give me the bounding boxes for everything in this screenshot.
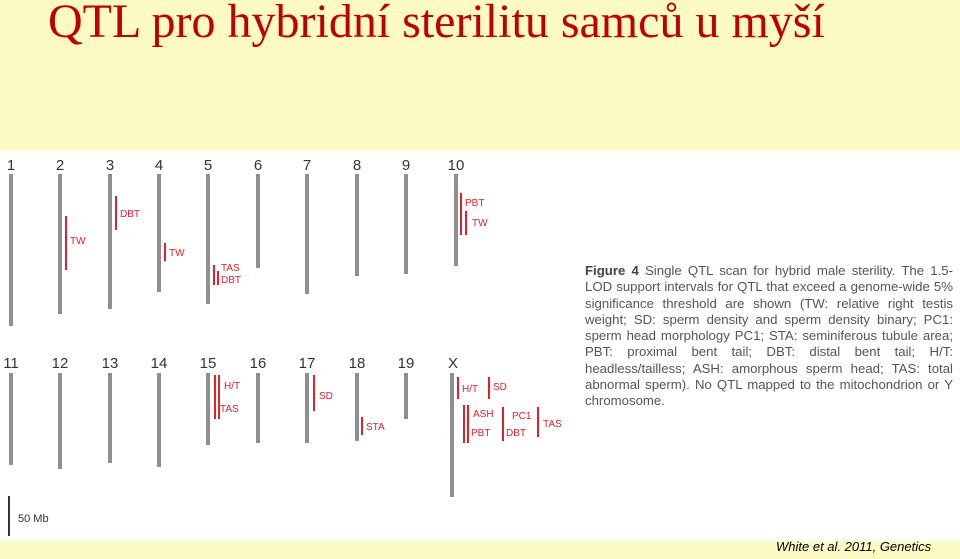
qtl-label-sta-chr18: STA	[366, 422, 385, 433]
qtl-bar-dbt-chr3	[115, 196, 117, 230]
chr-label-3: 3	[105, 157, 115, 174]
qtl-label-tas-chr15: TAS	[220, 404, 239, 415]
qtl-bar-pbt-chr10	[460, 193, 462, 235]
qtl-label-pbt-chrx: PBT	[471, 428, 491, 439]
chr-label-7: 7	[302, 157, 312, 174]
chromosome-bar-11	[9, 373, 13, 465]
chromosome-bar-5	[206, 174, 210, 304]
chromosome-bar-8	[355, 174, 359, 276]
chromosome-bar-19	[404, 373, 408, 419]
qtl-label-tas-chr5: TAS	[221, 263, 240, 274]
figure-caption	[585, 263, 953, 410]
qtl-label-pc1-chrx: PC1	[512, 411, 532, 422]
chromosome-bar-2	[58, 174, 62, 314]
qtl-label-sd-chrx: SD	[493, 382, 507, 393]
qtl-bar-ht-chrx	[457, 377, 459, 399]
qtl-label-dbt-chr3: DBT	[120, 209, 140, 220]
qtl-bar-tw-chr2	[65, 216, 67, 270]
chr-label-9: 9	[401, 157, 411, 174]
scale-label: 50 Mb	[18, 513, 49, 525]
chr-label-14: 14	[150, 355, 168, 372]
qtl-label-ht-chr15: H/T	[224, 381, 241, 392]
chromosome-bar-15	[206, 373, 210, 445]
chr-label-15: 15	[199, 355, 217, 372]
chromosome-bar-16	[256, 373, 260, 443]
chr-label-11: 11	[3, 355, 19, 372]
chr-label-13: 13	[101, 355, 119, 372]
chr-label-4: 4	[154, 157, 164, 174]
chromosome-bar-13	[108, 373, 112, 463]
qtl-bar-tas-chr5	[213, 265, 215, 285]
chromosome-bar-3	[108, 174, 112, 309]
chr-label-10: 10	[447, 157, 465, 174]
chr-label-17: 17	[298, 355, 316, 372]
chr-label-12: 12	[51, 355, 69, 372]
chr-label-2: 2	[55, 157, 65, 174]
citation: White et al. 2011, Genetics	[776, 539, 932, 554]
chromosome-bar-7	[305, 174, 309, 294]
chr-label-x: X	[447, 355, 459, 372]
qtl-label-pbt-chr10: PBT	[465, 198, 485, 209]
chromosome-bar-14	[157, 373, 161, 467]
qtl-label-ash-chrx: ASH	[473, 409, 494, 420]
qtl-bar-dbt-chr5	[217, 271, 219, 285]
qtl-label-tas-chrx: TAS	[543, 419, 562, 430]
chr-label-16: 16	[249, 355, 267, 372]
chromosome-bar-9	[404, 174, 408, 274]
qtl-bar-tas-chrx	[537, 407, 539, 437]
qtl-bar-pc1-chrx	[502, 407, 504, 441]
chromosome-bar-x	[450, 373, 454, 497]
qtl-bar-tw-chr4	[164, 243, 166, 261]
qtl-label-dbt-chrx: DBT	[506, 428, 526, 439]
qtl-label-dbt-chr5: DBT	[221, 275, 241, 286]
chr-label-6: 6	[253, 157, 263, 174]
qtl-label-tw-chr4: TW	[169, 248, 185, 259]
chromosome-bar-18	[355, 373, 359, 441]
qtl-label-sd-chr17: SD	[319, 391, 333, 402]
qtl-bar-sd-chr17	[313, 375, 315, 411]
chr-label-19: 19	[397, 355, 415, 372]
chr-label-8: 8	[352, 157, 362, 174]
qtl-bar-ash-chrx	[463, 405, 465, 443]
figure-caption-label: Figure 4	[585, 263, 639, 278]
qtl-label-tw-chr2: TW	[70, 236, 86, 247]
qtl-bar-ht-chr15	[214, 375, 216, 419]
slide-title: QTL pro hybridní sterilitu samců u myší	[48, 0, 825, 48]
qtl-label-ht-chrx: H/T	[462, 384, 479, 395]
chr-label-5: 5	[203, 157, 213, 174]
qtl-bar-pbt-chrx	[467, 405, 469, 443]
chromosome-bar-17	[305, 373, 309, 443]
chromosome-bar-12	[58, 373, 62, 469]
chromosome-bar-4	[157, 174, 161, 292]
qtl-bar-sta-chr18	[361, 417, 363, 435]
chromosome-bar-10	[454, 174, 458, 266]
figure-caption-text: Single QTL scan for hybrid male sterility. The 1.5-LOD support intervals for QTL that exceed a genome-wide 5% significance threshold are shown (TW: relative right testis weight; SD: sperm density and sperm density binary; PC1: sperm head morphology PC1; STA: seminiferous tubule area; PBT: proximal bent tail; DBT: distal bent tail; H/T: headless/tailless; ASH: amorphous sperm head; TAS: total abnormal sperm). No QTL mapped to the mitochondrion or Y chromosome.	[585, 263, 953, 409]
chr-label-18: 18	[348, 355, 366, 372]
qtl-bar-tw-chr10	[465, 211, 467, 235]
qtl-bar-sd-chrx	[488, 377, 490, 399]
chromosome-bar-6	[256, 174, 260, 268]
scale-bar	[8, 496, 10, 536]
chr-label-1: 1	[6, 157, 16, 174]
qtl-label-tw-chr10: TW	[472, 218, 488, 229]
chromosome-bar-1	[9, 174, 13, 326]
